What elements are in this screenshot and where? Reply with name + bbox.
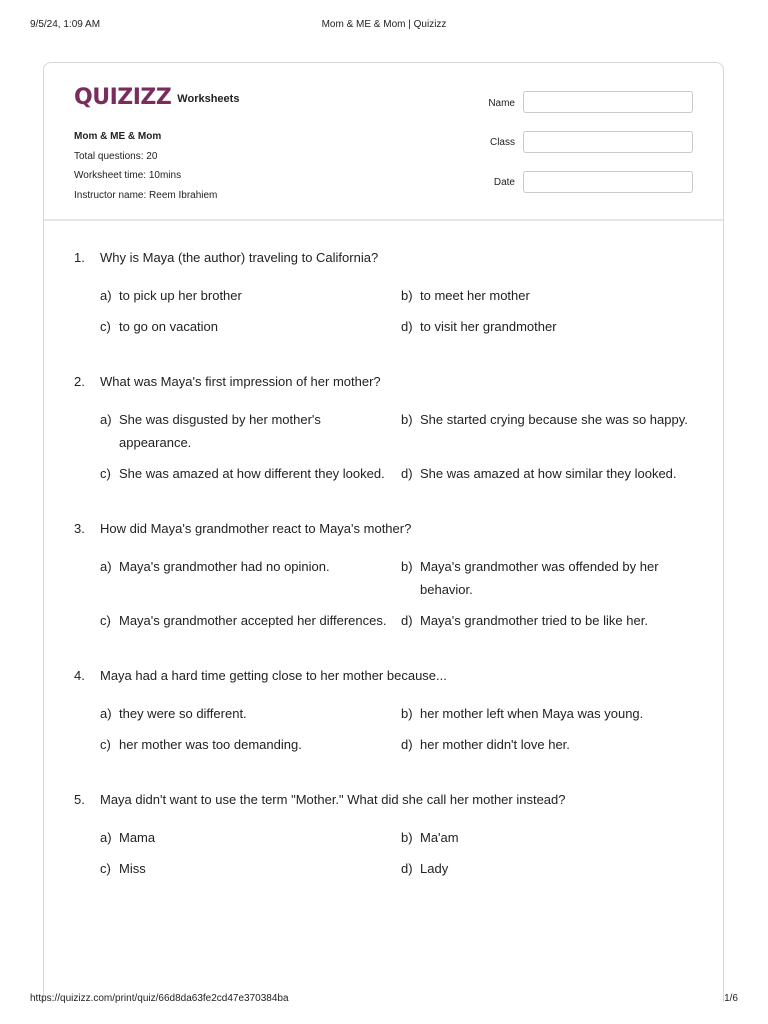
option-letter: a) [100,412,112,427]
question [74,250,704,340]
print-url: https://quizizz.com/print/quiz/66d8da63fe2cd47e370384ba [30,993,289,1004]
question [74,374,704,489]
class-label: Class [489,137,515,148]
option-text: She was disgusted by her mother's appearance. [119,412,321,450]
option-text: Maya's grandmother accepted her differences. [119,613,387,628]
question [74,792,704,882]
question-text: Maya had a hard time getting close to her mother because... [100,668,447,683]
date-field[interactable] [523,171,693,193]
question-number: 1. [74,250,85,265]
question-number: 2. [74,374,85,389]
option-letter: a) [100,288,112,303]
option-letter: b) [401,559,413,574]
option-text: Miss [119,861,146,876]
option-text: She was amazed at how similar they looked. [420,466,677,481]
class-field[interactable] [523,131,693,153]
option-text: her mother didn't love her. [420,737,570,752]
quiz-title: Mom & ME & Mom [74,131,162,142]
option-text: they were so different. [119,706,247,721]
option-text: Maya's grandmother was offended by her behavior. [420,559,659,597]
option-letter: a) [100,559,112,574]
option-letter: a) [100,706,112,721]
option-letter: d) [401,861,413,876]
option-text: Ma'am [420,830,459,845]
worksheet-time: Worksheet time: 10mins [74,170,182,181]
option-text: her mother was too demanding. [119,737,302,752]
page-count: 1/6 [724,993,738,1004]
date-label: Date [493,177,515,188]
name-label: Name [488,98,515,109]
name-field[interactable] [523,91,693,113]
option-letter: d) [401,737,413,752]
worksheets-label: Worksheets [177,93,240,105]
option-text: to meet her mother [420,288,530,303]
print-header [0,19,768,33]
option-text: her mother left when Maya was young. [420,706,644,721]
option-text: She was amazed at how different they looked. [119,466,385,481]
option-letter: c) [100,466,111,481]
question-number: 3. [74,521,85,536]
option-letter: d) [401,613,413,628]
print-footer [0,993,768,1007]
option-text: to pick up her brother [119,288,242,303]
print-datetime: 9/5/24, 1:09 AM [30,19,101,30]
brand [74,85,239,111]
option-letter: a) [100,830,112,845]
option-letter: c) [100,319,111,334]
worksheet-meta [74,127,217,205]
question-text: Why is Maya (the author) traveling to California? [100,250,379,265]
question-text: What was Maya's first impression of her mother? [100,374,381,389]
question [74,668,704,758]
option-letter: b) [401,288,413,303]
option-text: Mama [119,830,156,845]
option-text: Lady [420,861,449,876]
option-letter: d) [401,466,413,481]
worksheet-header [44,63,723,221]
question-number: 5. [74,792,85,807]
option-letter: b) [401,412,413,427]
option-text: to visit her grandmother [420,319,557,334]
quizizz-logo: QUIZIZZ [74,85,172,110]
option-letter: c) [100,737,111,752]
question-text: How did Maya's grandmother react to Maya's mother? [100,521,412,536]
option-letter: c) [100,613,111,628]
question-number: 4. [74,668,85,683]
worksheet [43,62,724,1002]
question-text: Maya didn't want to use the term "Mother." What did she call her mother instead? [100,792,566,807]
question [74,521,704,636]
option-text: Maya's grandmother had no opinion. [119,559,330,574]
option-letter: b) [401,706,413,721]
total-questions: Total questions: 20 [74,150,158,162]
option-letter: b) [401,830,413,845]
option-text: Maya's grandmother tried to be like her. [420,613,648,628]
print-page-title: Mom & ME & Mom | Quizizz [321,19,447,30]
option-text: to go on vacation [119,319,219,334]
instructor-name: Instructor name: Reem Ibrahiem [74,189,218,201]
option-letter: c) [100,861,111,876]
option-letter: d) [401,319,413,334]
option-text: She started crying because she was so happy. [420,412,688,427]
